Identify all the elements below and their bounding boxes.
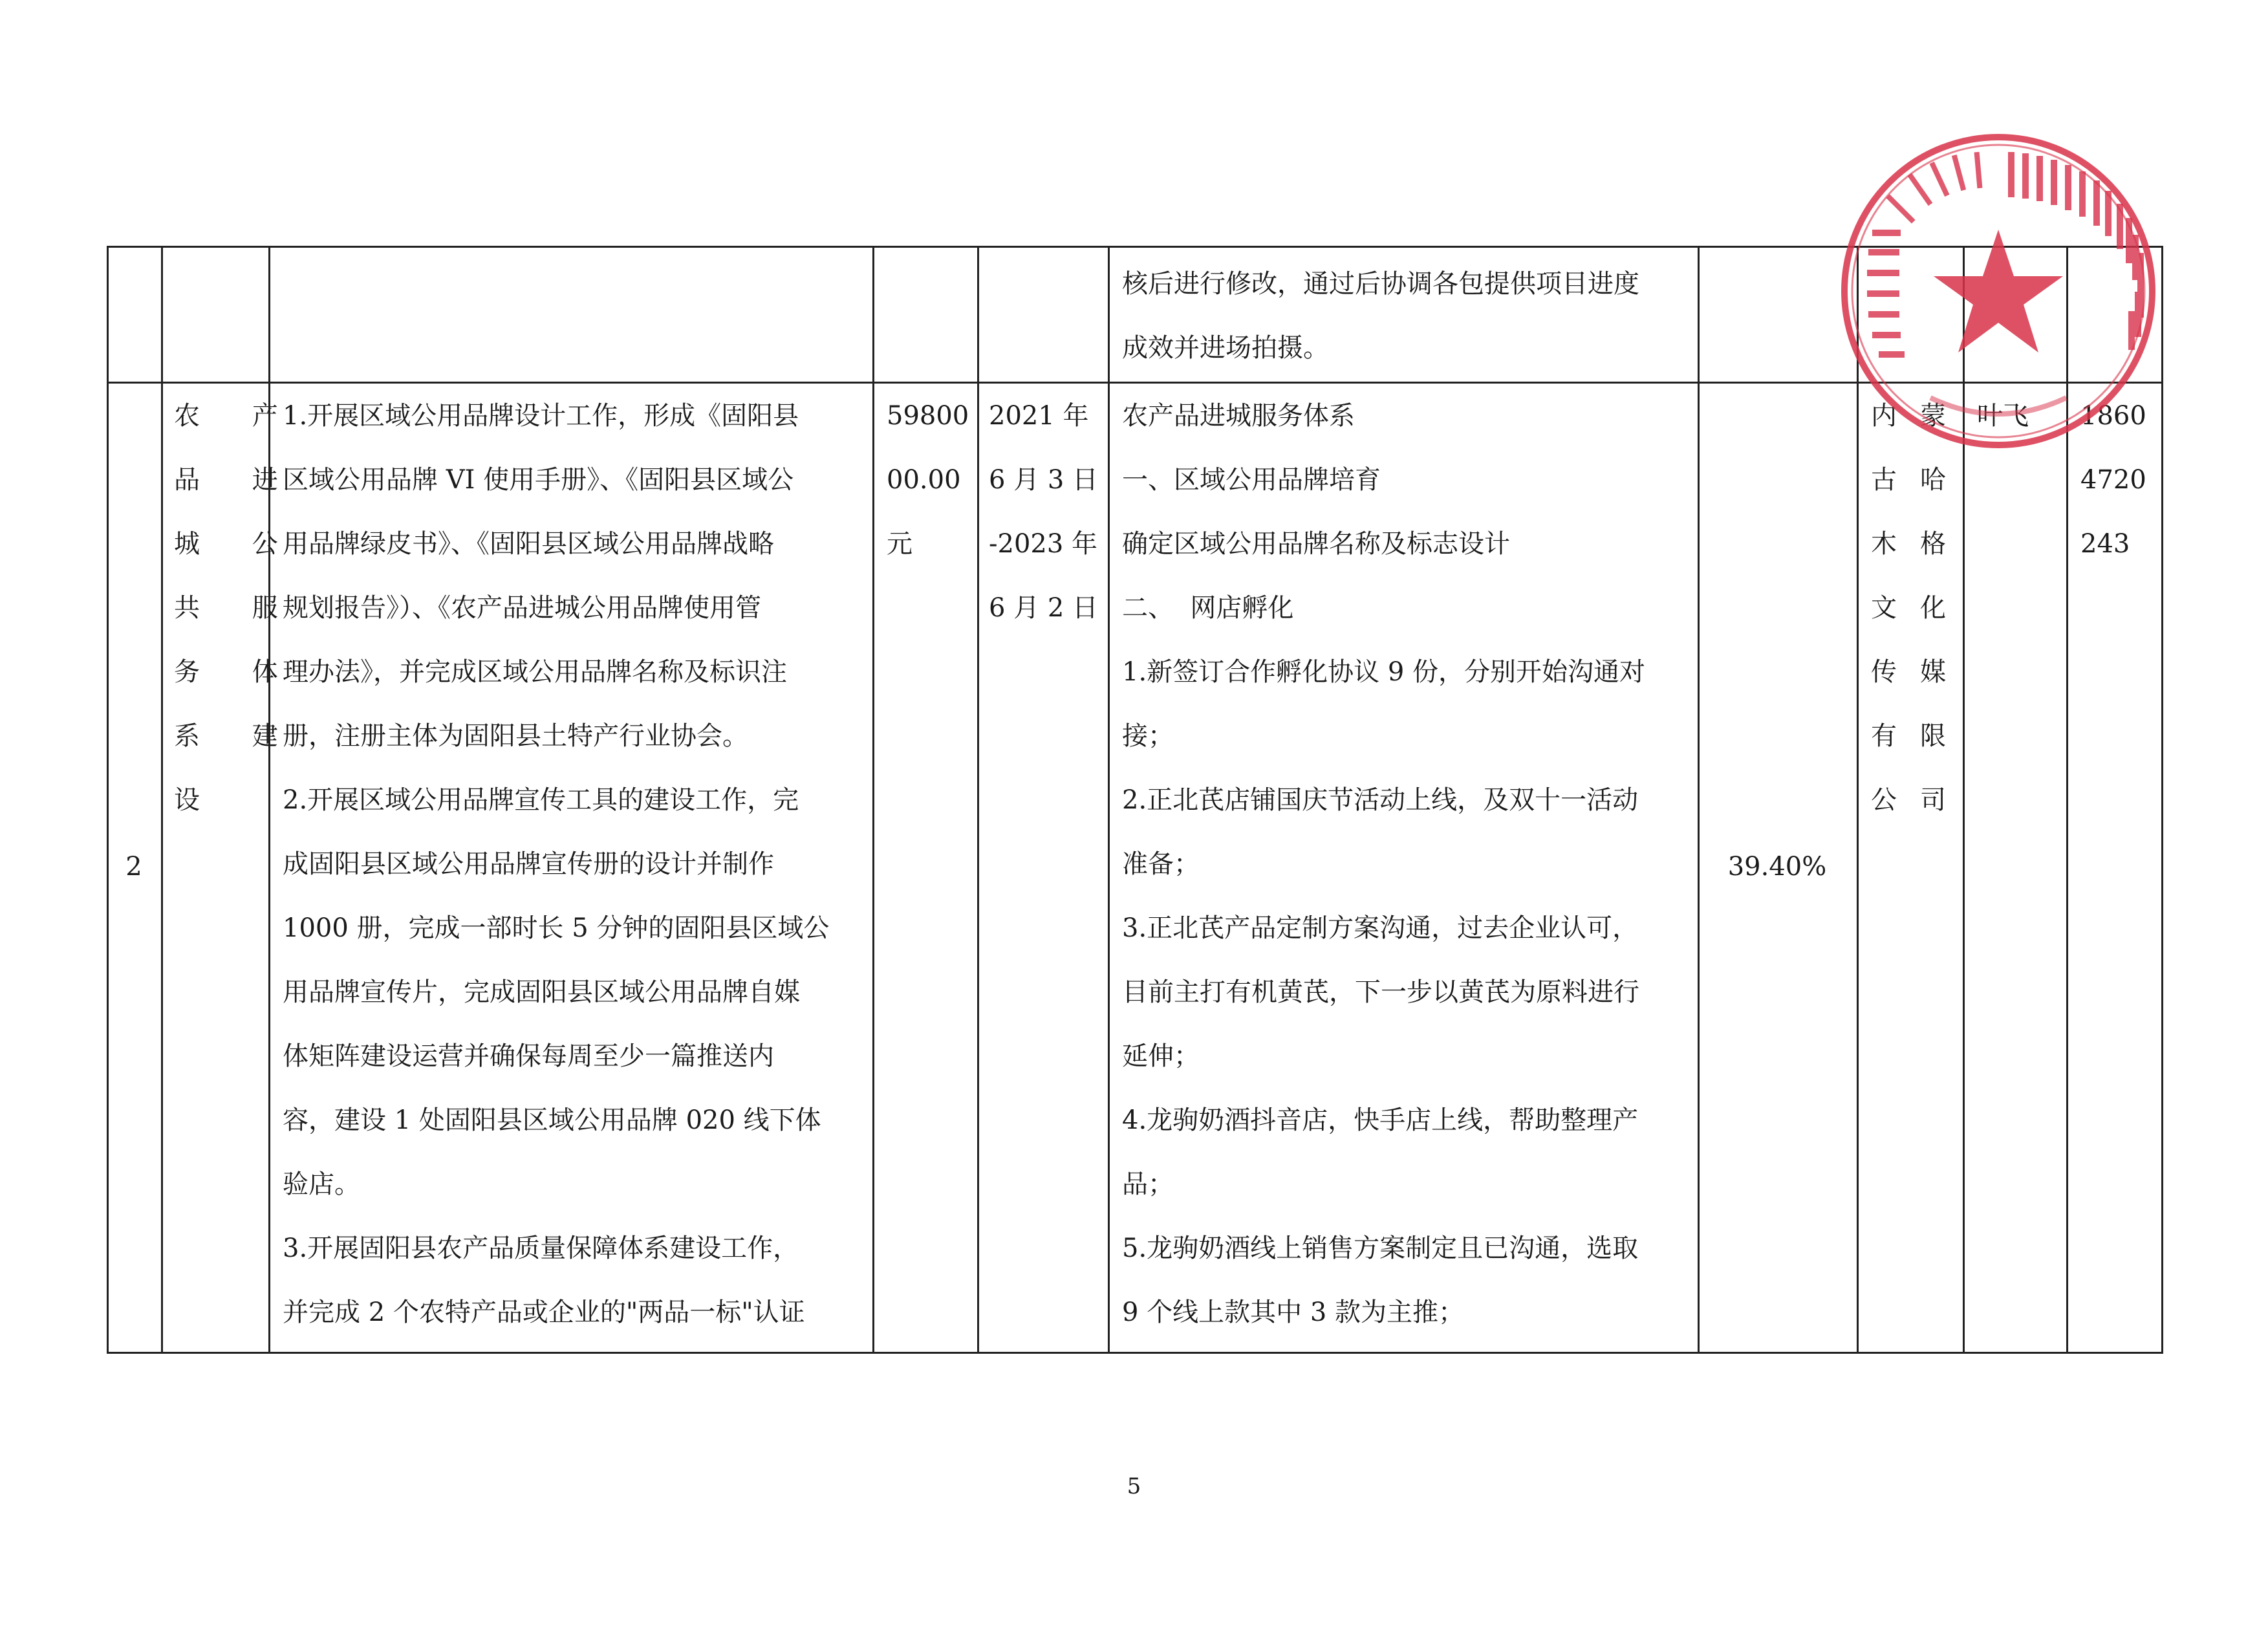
- content-line: 用品牌宣传片，完成固阳县区域公用品牌自媒: [283, 977, 800, 1007]
- progress-line: 确定区域公用品牌名称及标志设计: [1122, 529, 1510, 559]
- period-line: 6 月 3 日: [989, 465, 1099, 495]
- company-line: 有限: [1871, 721, 1969, 751]
- content-cell: [268, 382, 872, 1352]
- progress-line: 目前主打有机黄芪，下一步以黄芪为原料进行: [1122, 977, 1639, 1007]
- phone-cell: [2066, 382, 2163, 1352]
- progress-cell: [1108, 246, 1698, 382]
- progress-line: 3.正北芪产品定制方案沟通，过去企业认可，: [1122, 913, 1639, 943]
- content-line: 区域公用品牌 VI 使用手册》、《固阳县区域公: [283, 465, 794, 495]
- project-name-line: 设: [174, 785, 222, 815]
- phone-line: 4720: [2080, 465, 2146, 495]
- project-name-line: 品 进: [174, 465, 300, 495]
- column-divider: [1698, 246, 1700, 1352]
- progress-lines: [1122, 252, 1683, 380]
- content-line: 成固阳县区域公用品牌宣传册的设计并制作: [283, 849, 774, 879]
- seq-cell: [107, 382, 161, 1352]
- progress-line: 品；: [1122, 1169, 1174, 1199]
- phone-line: 243: [2080, 529, 2130, 559]
- company-line: 木格: [1871, 529, 1969, 559]
- page-number: 5: [1127, 1473, 1141, 1499]
- phone-line: 1860: [2080, 401, 2146, 431]
- company-line: 传媒: [1871, 657, 1969, 687]
- seal-star-icon: [1934, 230, 2063, 353]
- project-name-line: 共 服: [174, 593, 300, 623]
- project-name-line: 城 公: [174, 529, 300, 559]
- content-line: 3.开展固阳县农产品质量保障体系建设工作，: [283, 1233, 799, 1263]
- company-cell: [1857, 382, 1969, 1352]
- progress-line: 农产品进城服务体系: [1122, 401, 1355, 431]
- progress-line: 延伸；: [1122, 1041, 1200, 1071]
- company-line: 古哈: [1871, 465, 1969, 495]
- content-line: 验店。: [283, 1169, 360, 1199]
- content-line: 册，注册主体为固阳县土特产行业协会。: [283, 721, 748, 751]
- company-line: 文化: [1871, 593, 1969, 623]
- period-line: 2021 年: [989, 401, 1089, 431]
- seq-number: 2: [125, 851, 142, 882]
- content-line: 2.开展区域公用品牌宣传工具的建设工作，完: [283, 785, 799, 815]
- table-border-left: [107, 246, 109, 1352]
- project-name-line: 农 产: [174, 401, 300, 431]
- project-name-cell: [161, 382, 300, 1352]
- company-line: 公司: [1871, 785, 1969, 815]
- contact-cell: [1963, 382, 2066, 1352]
- column-divider: [977, 246, 979, 1352]
- period-cell: [977, 382, 1108, 1352]
- column-divider: [161, 246, 163, 1352]
- percent-cell: [1698, 382, 1857, 1352]
- amount-line: 59800: [887, 401, 969, 431]
- content-line: 理办法》，并完成区域公用品牌名称及标识注: [283, 657, 787, 687]
- progress-line: 4.龙驹奶酒抖音店，快手店上线，帮助整理产: [1122, 1105, 1639, 1135]
- company-line: 内蒙: [1871, 401, 1969, 431]
- table-border-bottom: [107, 1352, 2163, 1354]
- progress-line: 1.新签订合作孵化协议 9 份，分别开始沟通对: [1122, 657, 1646, 687]
- progress-line: 接；: [1122, 721, 1174, 751]
- amount-line: 00.00: [887, 465, 961, 495]
- progress-line: 核后进行修改，通过后协调各包提供项目进度: [1122, 269, 1639, 299]
- project-name-line: 系 建: [174, 721, 300, 751]
- table-row: [107, 382, 2163, 1352]
- progress-line: 9 个线上款其中 3 款为主推；: [1122, 1297, 1465, 1327]
- progress-cell: [1108, 382, 1698, 1352]
- content-line: 用品牌绿皮书》、《固阳县区域公用品牌战略: [283, 529, 774, 559]
- content-line: 规划报告》）、《农产品进城公用品牌使用管: [283, 593, 761, 623]
- period-line: -2023 年: [989, 529, 1098, 559]
- column-divider: [1108, 246, 1110, 1352]
- progress-line: 一、区域公用品牌培育: [1122, 465, 1381, 495]
- contact-person: 叶飞: [1977, 401, 2029, 431]
- progress-line: 2.正北芪店铺国庆节活动上线，及双十一活动: [1122, 785, 1639, 815]
- content-line: 1.开展区域公用品牌设计工作，形成《固阳县: [283, 401, 799, 431]
- progress-line: 成效并进场拍摄。: [1122, 333, 1329, 363]
- content-line: 体矩阵建设运营并确保每周至少一篇推送内: [283, 1041, 774, 1071]
- official-seal-stamp: [1833, 126, 2163, 456]
- content-line: 容，建设 1 处固阳县区域公用品牌 020 线下体: [283, 1105, 821, 1135]
- content-line: 1000 册，完成一部时长 5 分钟的固阳县区域公: [283, 913, 830, 943]
- period-line: 6 月 2 日: [989, 593, 1099, 623]
- progress-line: 5.龙驹奶酒线上销售方案制定且已沟通，选取: [1122, 1233, 1639, 1263]
- progress-line: 二、 网店孵化: [1122, 593, 1294, 623]
- column-divider: [872, 246, 874, 1352]
- content-line: 并完成 2 个农特产品或企业的"两品一标"认证: [283, 1297, 805, 1327]
- progress-line: 准备；: [1122, 849, 1200, 879]
- amount-cell: [872, 382, 977, 1352]
- project-name-line: 务 体: [174, 657, 300, 687]
- completion-percent: 39.40%: [1727, 851, 1827, 882]
- amount-line: 元: [887, 529, 913, 559]
- column-divider: [268, 246, 270, 1352]
